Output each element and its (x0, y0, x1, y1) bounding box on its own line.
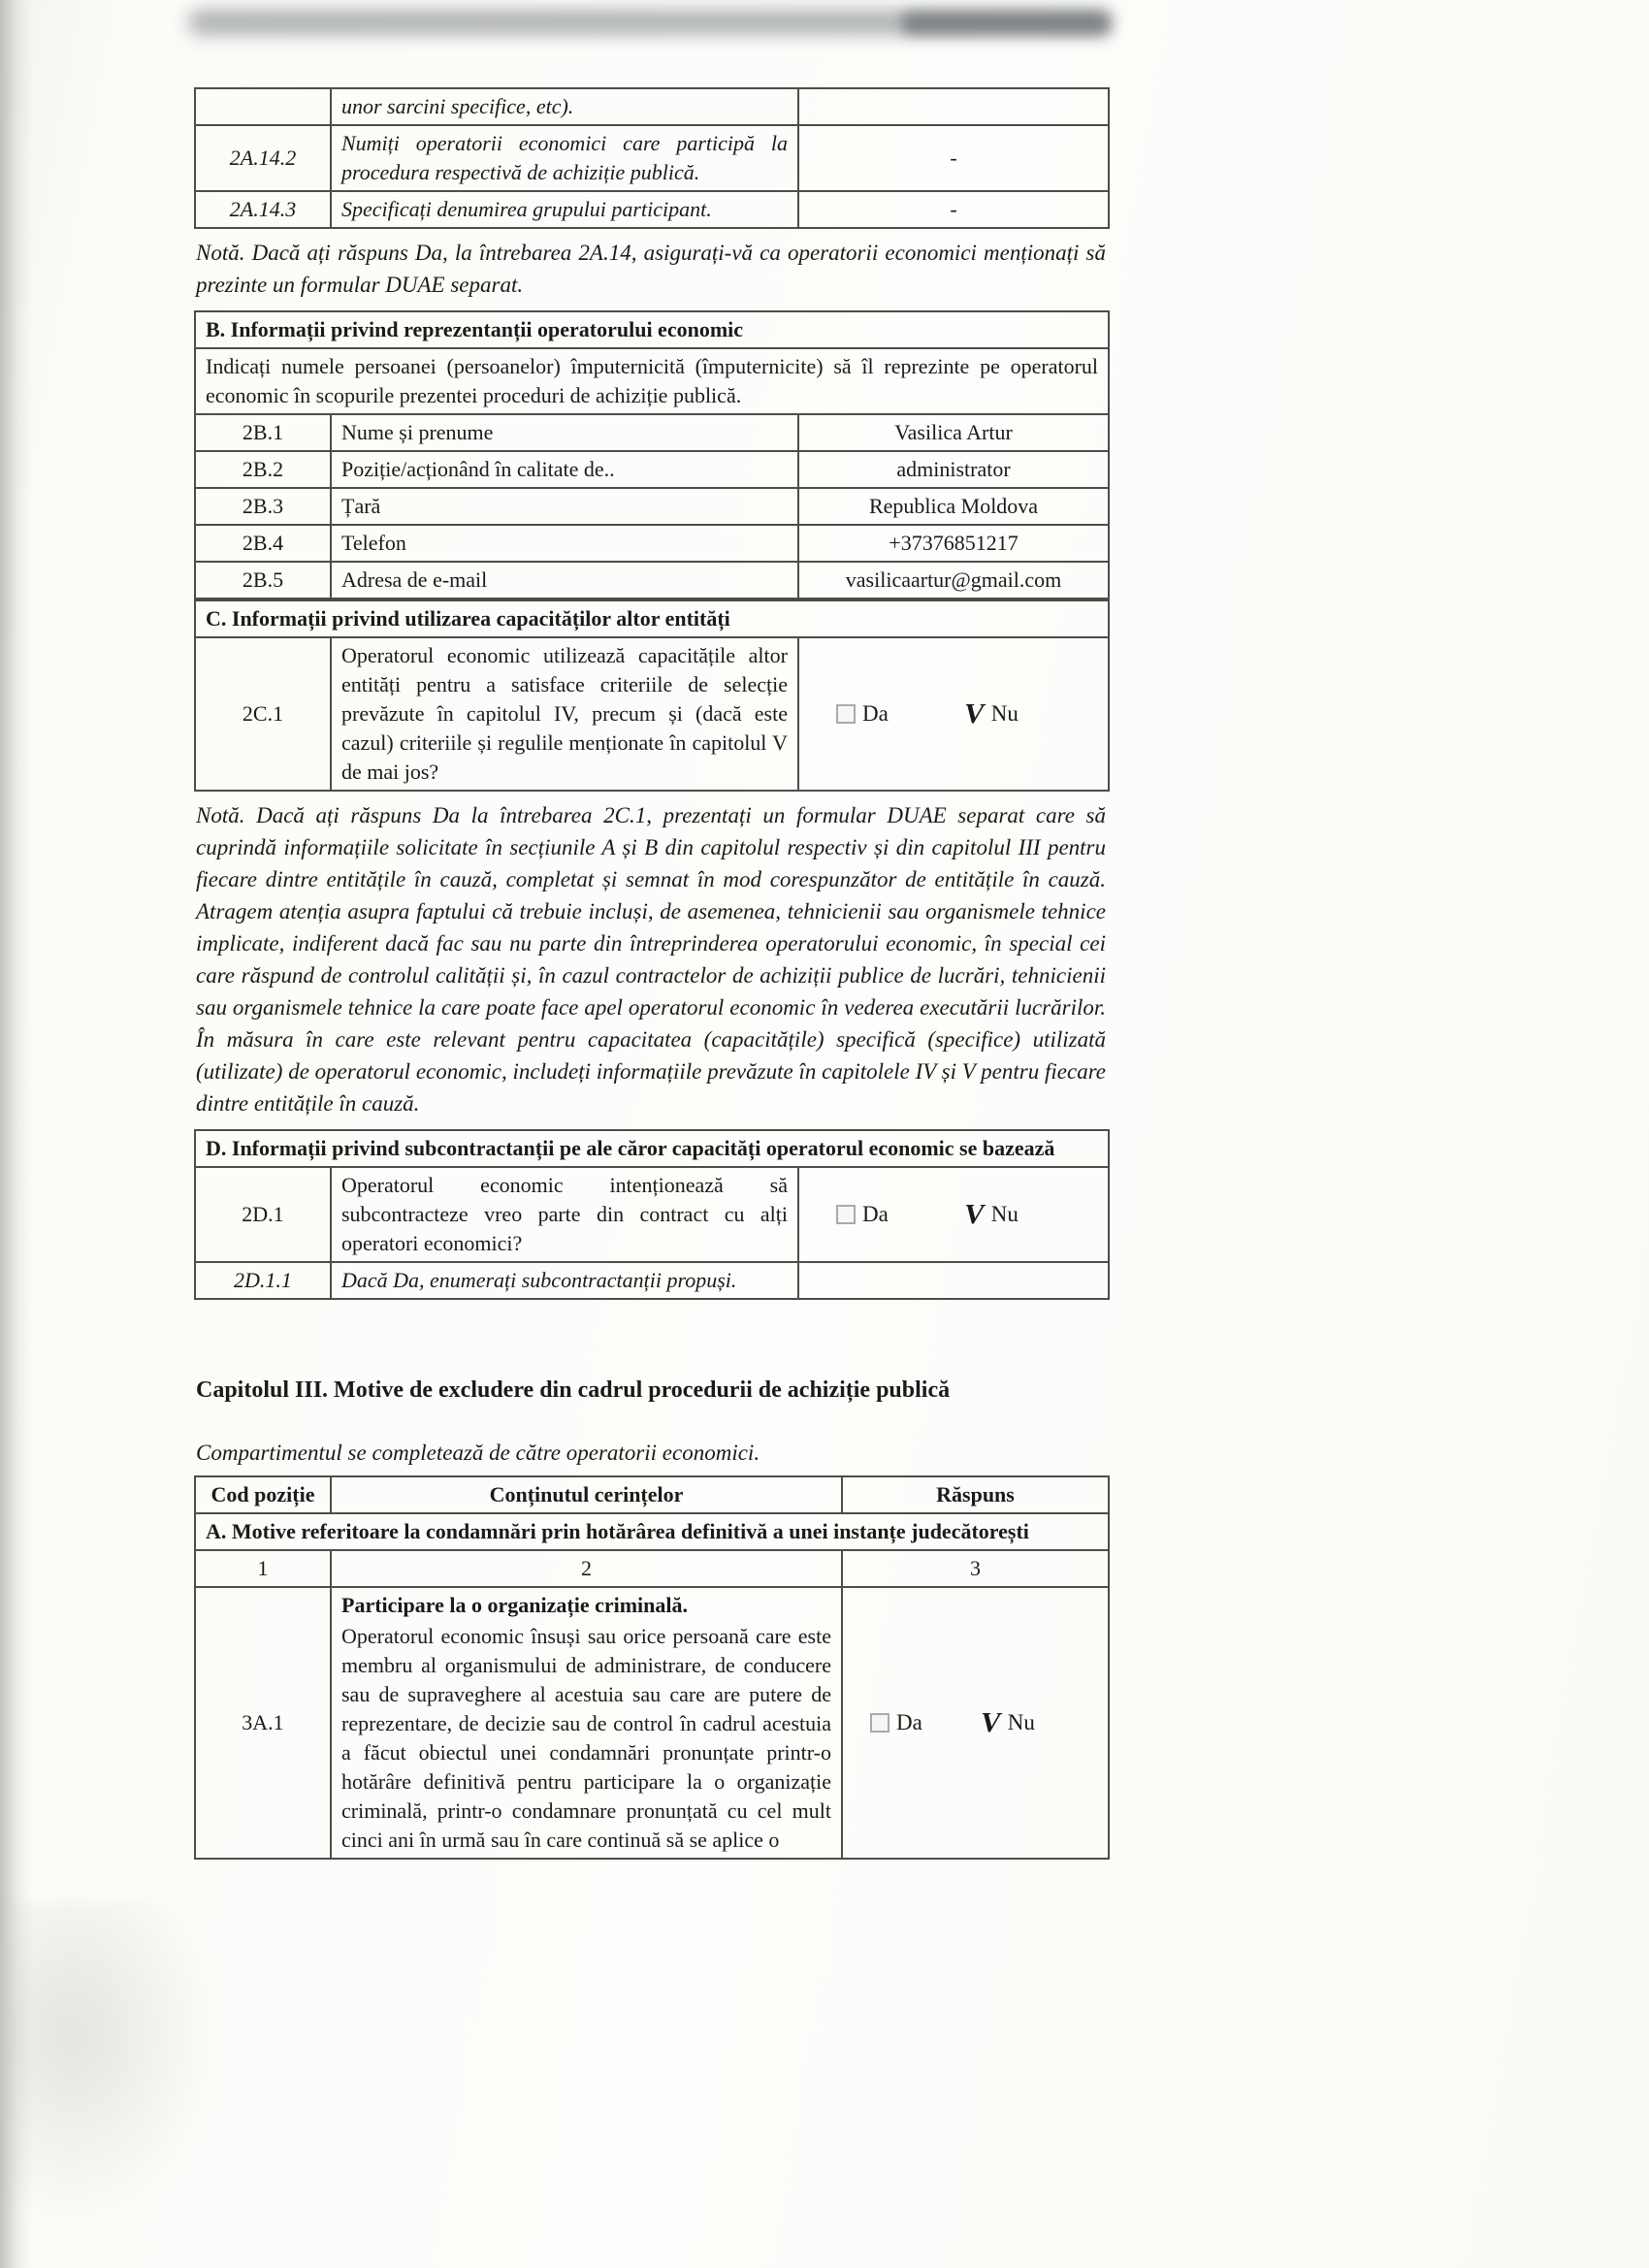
answer-da-nu (809, 1200, 1098, 1229)
row-content: Operatorul economic intenționează să subcontracteze vreo parte din contract cu alți operatori economici? (331, 1167, 798, 1262)
row-label: Telefon (331, 525, 798, 562)
checkbox-nu-label: Nu (990, 701, 1018, 726)
table-section-b (194, 310, 1110, 599)
row-code: 2B.2 (195, 451, 331, 488)
table-row (195, 125, 1109, 191)
table-row (195, 525, 1109, 562)
row-label: Nume și prenume (331, 414, 798, 451)
checkbox-square-icon (870, 1713, 889, 1733)
table-row (195, 414, 1109, 451)
row-answer (842, 1587, 1109, 1859)
checkmark-icon: V (961, 698, 987, 729)
row-code: 2A.14.3 (195, 191, 331, 228)
answer-da-nu (809, 699, 1098, 729)
row-value: administrator (798, 451, 1109, 488)
row-answer: - (798, 125, 1109, 191)
row-value: vasilicaartur@gmail.com (798, 562, 1109, 599)
table-row (195, 637, 1109, 791)
row-code: 2B.3 (195, 488, 331, 525)
row-content: Specificați denumirea grupului participant. (331, 191, 798, 228)
row-code: 2B.4 (195, 525, 331, 562)
note-2c1: Notă. Dacă ați răspuns Da la întrebarea 2C.1, prezentați un formular DUAE separat care să cuprindă informațiile solicitate în secțiunile A și B din capitolul respectiv și din capitolul III pentru fiecare dintre entitățile în cauză, completat și semnat în mod corespunzător de entitățile în cauză. Atragem atenția asupra faptului că trebuie incluși, de asemenea, tehnicienii sau organismele tehnice implicate, indiferent dacă fac sau nu parte din întreprinderea operatorului economic, în special cei care răspund de controlul calității și, în cazul contractelor de achiziții publice de lucrări, tehnicienii sau organismele tehnice la care poate face apel operatorul economic în vederea executării lucrărilor. În măsura în care este relevant pentru capacitatea (capacitățile) specifică (specifice) utilizată (utilizate) de operatorul economic, includeți informațiile prevăzute în capitolele IV și V pentru fiecare dintre entitățile în cauză. (196, 803, 1106, 1116)
table-chapter3 (194, 1475, 1110, 1860)
checkbox-da-label: Da (896, 1710, 922, 1734)
criterion-title: Participare la o organizație criminală. (341, 1593, 689, 1617)
checkbox-square-icon (836, 704, 856, 724)
section-b-intro: Indicați numele persoanei (persoanelor) împuternicită (împuternicite) să îl reprezinte pe operatorul economic în scopurile prezentei proceduri de achiziție publică. (195, 348, 1109, 414)
row-content: unor sarcini specifice, etc). (331, 88, 798, 125)
checkbox-square-icon (836, 1205, 856, 1224)
table-row (195, 191, 1109, 228)
checkmark-icon: V (961, 1199, 987, 1230)
row-code: 2A.14.2 (195, 125, 331, 191)
checkbox-nu-label: Nu (990, 1202, 1018, 1226)
checkbox-da[interactable] (836, 699, 889, 729)
table-row (195, 1262, 1109, 1299)
column-header-raspuns: Răspuns (842, 1476, 1109, 1513)
table-row-3a1 (195, 1587, 1109, 1859)
column-header-continut: Conținutul cerințelor (331, 1476, 842, 1513)
column-number-3: 3 (842, 1550, 1109, 1587)
table-row (195, 562, 1109, 599)
table-row (195, 1167, 1109, 1262)
row-code: 2D.1.1 (195, 1262, 331, 1299)
row-answer: - (798, 191, 1109, 228)
answer-da-nu (853, 1708, 1098, 1737)
section-b-title: B. Informații privind reprezentanții operatorului economic (195, 311, 1109, 348)
note-2a14: Notă. Dacă ați răspuns Da, la întrebarea 2A.14, asigurați-vă ca operatorii economici menționați să prezinte un formular DUAE separat. (196, 241, 1106, 297)
checkbox-nu[interactable] (961, 698, 1018, 729)
row-answer (798, 637, 1109, 791)
chapter3-subtitle: Compartimentul se completează de către operatorii economici. (196, 1441, 760, 1465)
checkbox-da[interactable] (870, 1708, 922, 1737)
row-value: +37376851217 (798, 525, 1109, 562)
table-row (195, 88, 1109, 125)
section-d-title: D. Informații privind subcontractanții pe ale căror capacități operatorul economic se bazează (195, 1130, 1109, 1167)
table-2a-continuation (194, 87, 1110, 229)
table-section-c (194, 599, 1110, 792)
column-header-cod-pozitie: Cod poziție (195, 1476, 331, 1513)
row-content: Numiți operatorii economici care participă la procedura respectivă de achiziție publică. (331, 125, 798, 191)
row-value: Republica Moldova (798, 488, 1109, 525)
chapter3-heading: Capitolul III. Motive de excludere din cadrul procedurii de achiziție publică (196, 1377, 951, 1403)
row-answer (798, 88, 1109, 125)
row-label: Adresa de e-mail (331, 562, 798, 599)
criterion-text: Operatorul economic însuși sau orice persoană care este membru al organismului de administrare, de conducere sau de supraveghere al acestuia sau care are putere de reprezentare, de decizie sau de control în cadrul acestuia a făcut obiectul unei condamnări pronunțate printr-o hotărâre definitivă pentru participare la o organizație criminală, printr-o condamnare pronunțată cu cel mult cinci ani în urmă sau în care continuă să se aplice o (341, 1624, 831, 1852)
scan-artifact-bottom-left (8, 1901, 221, 2231)
section-d-header-row (195, 1130, 1109, 1167)
checkbox-da-label: Da (862, 1202, 889, 1226)
row-code: 2C.1 (195, 637, 331, 791)
checkbox-da[interactable] (836, 1200, 889, 1229)
row-content: Operatorul economic utilizează capacitățile altor entități pentru a satisface criteriile de selecție prevăzute în capitolul IV, precum și (dacă este cazul) criteriile și regulile menționate în capitolul V de mai jos? (331, 637, 798, 791)
row-code: 2B.1 (195, 414, 331, 451)
row-value: Vasilica Artur (798, 414, 1109, 451)
checkmark-icon: V (978, 1707, 1004, 1738)
section-b-intro-row (195, 348, 1109, 414)
checkbox-nu[interactable] (978, 1707, 1035, 1738)
section-c-header-row (195, 600, 1109, 637)
row-label: Poziție/acționând în calitate de.. (331, 451, 798, 488)
section-c-title: C. Informații privind utilizarea capacităților altor entități (195, 600, 1109, 637)
section-b-header-row (195, 311, 1109, 348)
row-answer (798, 1262, 1109, 1299)
column-number-2: 2 (331, 1550, 842, 1587)
table-row (195, 488, 1109, 525)
checkbox-nu-label: Nu (1007, 1710, 1035, 1734)
chapter3-colnum-row (195, 1550, 1109, 1587)
row-label: Țară (331, 488, 798, 525)
column-number-1: 1 (195, 1550, 331, 1587)
table-section-d (194, 1129, 1110, 1300)
table-row (195, 451, 1109, 488)
row-content (331, 1587, 842, 1859)
row-code: 3A.1 (195, 1587, 331, 1859)
checkbox-nu[interactable] (961, 1199, 1018, 1230)
row-content: Dacă Da, enumerați subcontractanții propuși. (331, 1262, 798, 1299)
chapter3-header-row (195, 1476, 1109, 1513)
row-code: 2D.1 (195, 1167, 331, 1262)
row-code: 2B.5 (195, 562, 331, 599)
chapter3-section-a-row (195, 1513, 1109, 1550)
row-code (195, 88, 331, 125)
section-a-title: A. Motive referitoare la condamnări prin hotărârea definitivă a unei instanțe judecătorești (195, 1513, 1109, 1550)
document-content (194, 87, 1108, 1860)
row-answer (798, 1167, 1109, 1262)
checkbox-da-label: Da (862, 701, 889, 726)
scan-artifact-top-smear-dark (902, 12, 1111, 35)
